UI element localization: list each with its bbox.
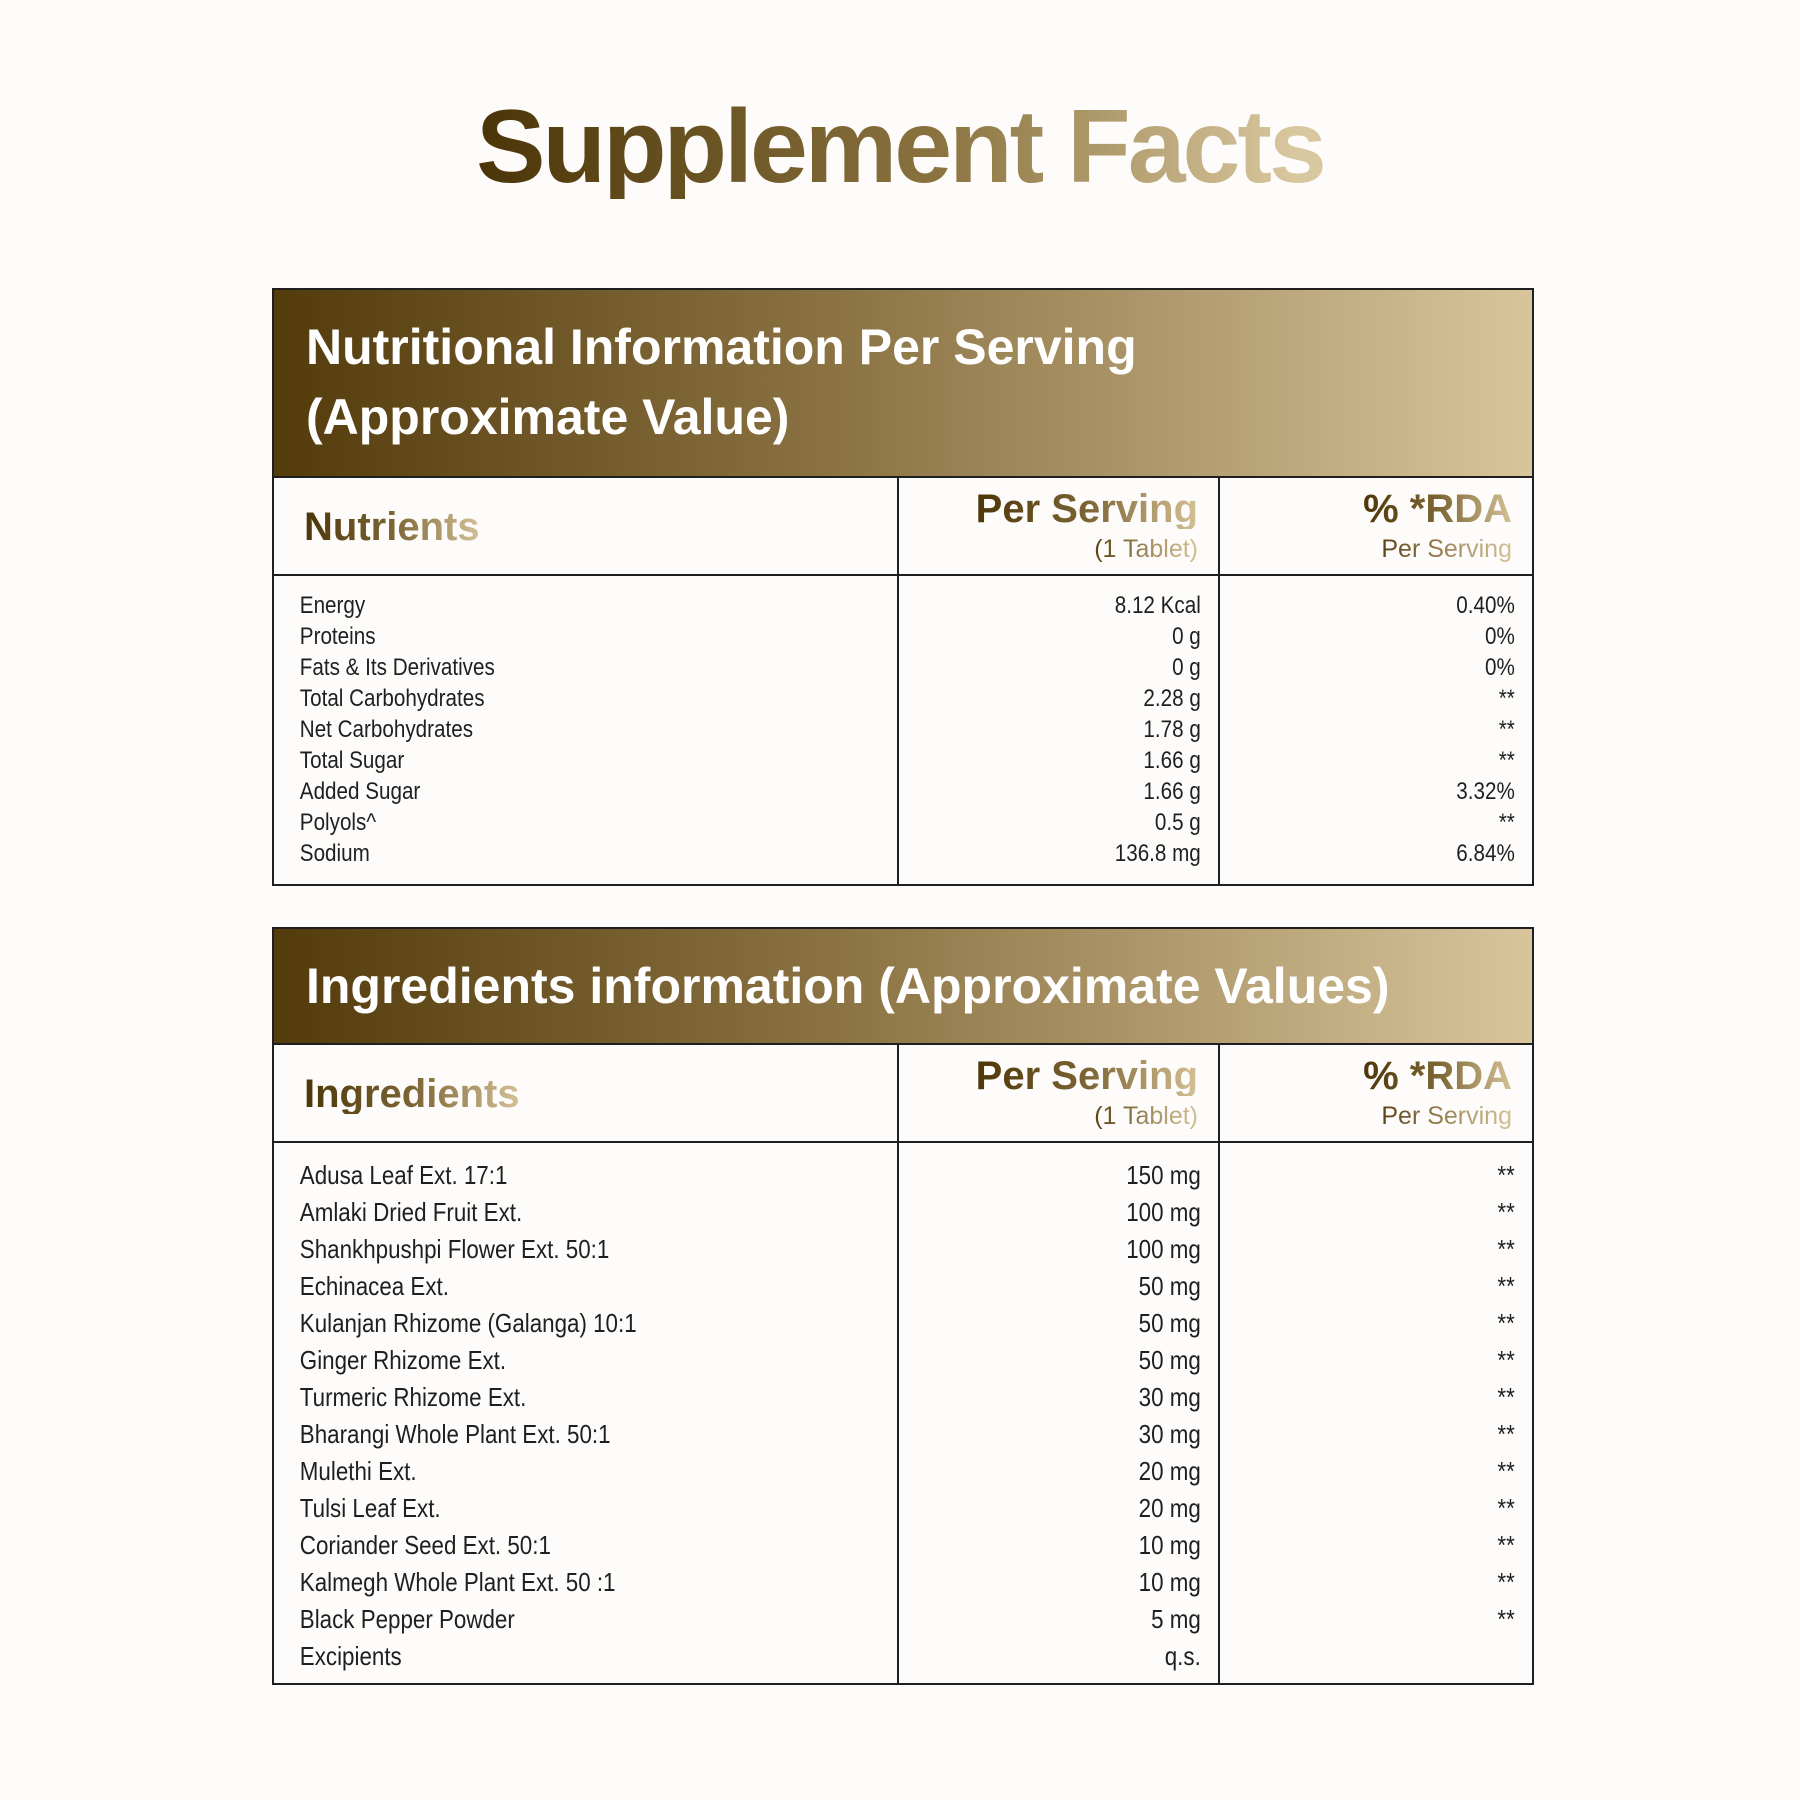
rda-column-subtitle: Per Serving <box>1381 535 1512 563</box>
nutrient-row-amount: 1.66 g <box>1143 778 1201 805</box>
ingredient-row-name: Ginger Rhizome Ext. <box>299 1345 507 1375</box>
nutrient-row-name: Energy <box>299 592 366 619</box>
nutrient-row-rda: ** <box>1498 747 1515 774</box>
rda-column-title: % *RDA <box>1363 487 1512 531</box>
ingredient-row-amount: 150 mg <box>1126 1160 1201 1190</box>
ingredient-row-name: Kalmegh Whole Plant Ext. 50 :1 <box>299 1567 616 1597</box>
nutrient-row-rda: 0% <box>1484 654 1515 681</box>
ingredient-row-name: Turmeric Rhizome Ext. <box>299 1382 527 1412</box>
nutrient-row-rda: ** <box>1498 685 1515 712</box>
ingredient-row-rda: ** <box>1497 1345 1515 1375</box>
ingredient-row-rda <box>1264 1638 1532 1675</box>
ingredient-row-amount: q.s. <box>1164 1641 1201 1671</box>
nutrient-row-rda: ** <box>1498 716 1515 743</box>
nutrient-row-rda: 0.40% <box>1456 592 1515 619</box>
ingredients-header-title: Ingredients information (Approximate Values) <box>306 958 1390 1014</box>
ingredient-row-rda: ** <box>1497 1197 1515 1227</box>
ingredient-row-name: Adusa Leaf Ext. 17:1 <box>299 1160 508 1190</box>
ingredient-row-rda: ** <box>1497 1530 1515 1560</box>
nutrient-row-name: Total Carbohydrates <box>299 685 485 712</box>
ingredient-row-amount: 30 mg <box>1138 1419 1201 1449</box>
nutrients-column-title: Nutrients <box>304 505 480 549</box>
nutrient-row-name: Fats & Its Derivatives <box>299 654 495 681</box>
ingredients-panel <box>272 927 1534 1685</box>
nutrient-row-name: Net Carbohydrates <box>299 716 474 743</box>
ingredient-row-rda: ** <box>1497 1493 1515 1523</box>
nutrition-table-body <box>274 576 1532 884</box>
ingredient-per-serving-column-header <box>899 1045 1220 1141</box>
ingredient-names-column <box>274 1143 899 1683</box>
ingredient-row-amount: 10 mg <box>1138 1567 1201 1597</box>
ingredient-row-amount: 20 mg <box>1138 1493 1201 1523</box>
ingredient-row-amount: 50 mg <box>1138 1271 1201 1301</box>
ingredients-column-title: Ingredients <box>304 1072 520 1116</box>
ingredient-row-amount: 50 mg <box>1138 1345 1201 1375</box>
per-serving-column-title: Per Serving <box>975 487 1198 531</box>
ingredients-column-headers <box>274 1045 1532 1143</box>
ingredient-rda-column-subtitle: Per Serving <box>1381 1102 1512 1130</box>
ingredient-row-rda: ** <box>1497 1308 1515 1338</box>
ingredient-row-rda: ** <box>1497 1456 1515 1486</box>
ingredient-row-rda: ** <box>1497 1271 1515 1301</box>
per-serving-column-header <box>899 478 1220 574</box>
nutrient-row-amount: 1.78 g <box>1143 716 1201 743</box>
ingredient-row-name: Kulanjan Rhizome (Galanga) 10:1 <box>299 1308 637 1338</box>
ingredient-amounts-column <box>899 1143 1220 1683</box>
nutrition-panel <box>272 288 1534 886</box>
nutrient-row-amount: 136.8 mg <box>1114 840 1201 867</box>
ingredient-row-rda: ** <box>1497 1419 1515 1449</box>
ingredients-column-header <box>274 1045 899 1141</box>
nutrient-names-column <box>274 576 899 884</box>
ingredient-row-name: Mulethi Ext. <box>299 1456 417 1486</box>
nutrient-row-amount: 2.28 g <box>1143 685 1201 712</box>
ingredient-row-amount: 10 mg <box>1138 1530 1201 1560</box>
nutrient-row-rda: 0% <box>1484 623 1515 650</box>
ingredient-per-serving-column-title: Per Serving <box>975 1054 1198 1098</box>
ingredient-row-amount: 100 mg <box>1126 1234 1201 1264</box>
ingredient-rda-column <box>1220 1143 1532 1683</box>
per-serving-column-subtitle: (1 Tablet) <box>1094 535 1198 563</box>
ingredients-panel-header <box>274 929 1532 1045</box>
nutrient-row-rda: 6.84% <box>1456 840 1515 867</box>
page-title: Supplement Facts <box>0 95 1800 199</box>
ingredients-table-body <box>274 1143 1532 1683</box>
nutrient-row-name: Proteins <box>299 623 376 650</box>
nutrition-column-headers <box>274 478 1532 576</box>
nutrient-row-name: Polyols^ <box>299 809 377 836</box>
nutrient-row-amount: 8.12 Kcal <box>1114 592 1201 619</box>
nutrient-row-rda: ** <box>1498 809 1515 836</box>
ingredient-row-rda: ** <box>1497 1234 1515 1264</box>
ingredient-row-name: Black Pepper Powder <box>299 1604 515 1634</box>
nutrients-column-header <box>274 478 899 574</box>
nutrient-amounts-column <box>899 576 1220 884</box>
ingredient-row-rda: ** <box>1497 1567 1515 1597</box>
ingredient-row-name: Tulsi Leaf Ext. <box>299 1493 441 1523</box>
ingredient-row-amount: 30 mg <box>1138 1382 1201 1412</box>
ingredient-row-name: Amlaki Dried Fruit Ext. <box>299 1197 523 1227</box>
ingredient-rda-column-header <box>1220 1045 1532 1141</box>
ingredient-row-amount: 20 mg <box>1138 1456 1201 1486</box>
ingredient-row-name: Echinacea Ext. <box>299 1271 449 1301</box>
ingredient-row-rda: ** <box>1497 1604 1515 1634</box>
nutrient-row-name: Total Sugar <box>299 747 405 774</box>
nutrient-row-rda: 3.32% <box>1456 778 1515 805</box>
nutrition-header-line2: (Approximate Value) <box>306 389 790 445</box>
ingredient-row-amount: 100 mg <box>1126 1197 1201 1227</box>
nutrient-row-amount: 0 g <box>1172 623 1201 650</box>
ingredient-row-amount: 5 mg <box>1151 1604 1201 1634</box>
ingredient-row-name: Coriander Seed Ext. 50:1 <box>299 1530 551 1560</box>
ingredient-row-name: Bharangi Whole Plant Ext. 50:1 <box>299 1419 611 1449</box>
ingredient-row-name: Excipients <box>299 1641 402 1671</box>
nutrient-rda-column <box>1220 576 1532 884</box>
nutrition-panel-header <box>274 290 1532 478</box>
nutrient-row-name: Added Sugar <box>299 778 421 805</box>
ingredient-row-name: Shankhpushpi Flower Ext. 50:1 <box>299 1234 610 1264</box>
ingredient-row-rda: ** <box>1497 1160 1515 1190</box>
rda-column-header <box>1220 478 1532 574</box>
nutrition-header-line1: Nutritional Information Per Serving <box>306 319 1137 375</box>
nutrient-row-name: Sodium <box>299 840 370 867</box>
nutrient-row-amount: 0 g <box>1172 654 1201 681</box>
ingredient-rda-column-title: % *RDA <box>1363 1054 1512 1098</box>
ingredient-row-rda: ** <box>1497 1382 1515 1412</box>
nutrient-row-amount: 1.66 g <box>1143 747 1201 774</box>
nutrient-row-amount: 0.5 g <box>1154 809 1201 836</box>
ingredient-per-serving-column-subtitle: (1 Tablet) <box>1094 1102 1198 1130</box>
ingredient-row-amount: 50 mg <box>1138 1308 1201 1338</box>
